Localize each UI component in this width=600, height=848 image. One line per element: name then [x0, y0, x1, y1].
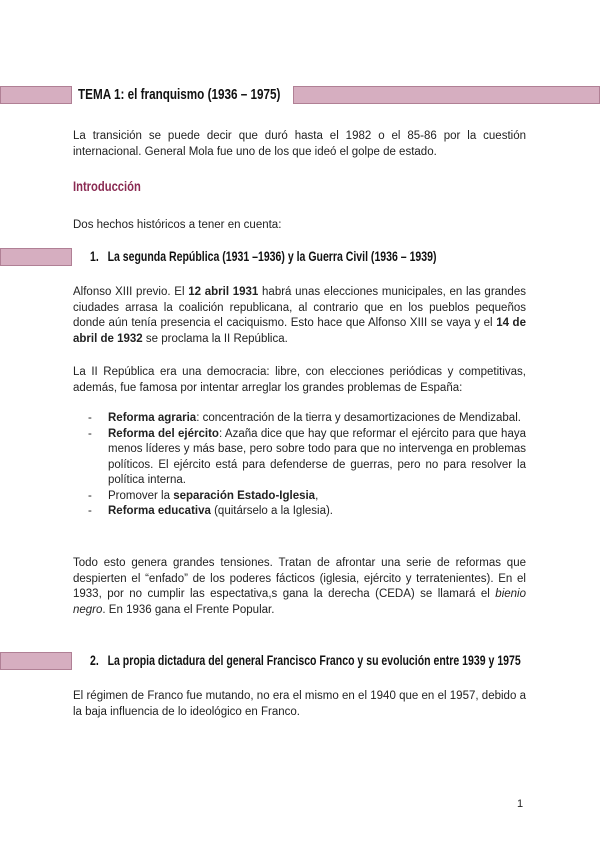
- subheading-1-bar: [0, 248, 72, 266]
- section-heading-introduccion: Introducción: [73, 178, 141, 194]
- subheading-2-bar: [0, 652, 72, 670]
- reform-title: Reforma educativa: [108, 505, 211, 517]
- list-item: [88, 489, 526, 505]
- reform-title: separación Estado-Iglesia: [173, 489, 316, 502]
- reform-title: Reforma del ejército: [108, 427, 219, 440]
- list-item: [88, 411, 526, 427]
- list-item: [88, 427, 526, 489]
- paragraph-regimen: El régimen de Franco fue mutando, no era el mismo en el 1940 que en el 1957, debido a la baja influencia de lo ideológico en Franco.: [73, 690, 526, 718]
- p3-text-a: Todo esto genera grandes tensiones. Tratan de afrontar una serie de reformas que despierten el “enfado” de los poderes fácticos (iglesia, ejército y terratenientes). En el 1933, por no cumplir las espectativa,s gana la derecha (CEDA) se llamará el: [73, 557, 526, 600]
- subheading-2: [90, 653, 521, 668]
- subheading-1-number: 1.: [90, 249, 99, 264]
- page-title: TEMA 1: el franquismo (1936 – 1975): [78, 86, 281, 103]
- reform-text: (quitárselo a la Iglesia).: [210, 505, 333, 517]
- reform-text: : Azaña dice que hay que reformar el ejército para que haya menos líderes y más base, pero sobre todo para que no intervenga en problemas políticos. El ejército está para defenderse de guerras, pero no para resolver la política interna.: [108, 427, 526, 486]
- title-bar-left: [0, 86, 72, 104]
- p1-text-c: habrá unas elecciones municipales, en las grandes ciudades arrasa la coalición republicana, al contrario que en los pueblos pequeños donde aún tenía presencia el caciquismo. Esto hace que Alfonso XIII se vaya y el: [73, 286, 526, 329]
- paragraph-alfonso: [73, 285, 526, 347]
- subheading-2-number: 2.: [90, 653, 99, 668]
- subheading-1-text: La segunda República (1931 –1936) y la Guerra Civil (1936 – 1939): [107, 249, 437, 264]
- dash-bullet: -: [88, 412, 92, 424]
- p1-date-1: 12 abril 1931: [188, 286, 259, 298]
- reform-title: Reforma agraria: [108, 412, 197, 424]
- reform-text: : concentración de la tierra y desamortizaciones de Mendizabal.: [196, 412, 521, 424]
- reforms-list: [88, 411, 526, 520]
- reform-pre: Promover la: [108, 489, 174, 502]
- intro-paragraph: La transición se puede decir que duró hasta el 1982 o el 85-86 por la cuestión internacional. General Mola fue uno de los que ideó el golpe de estado.: [73, 130, 526, 158]
- reform-text: ,: [315, 489, 319, 502]
- dash-bullet: -: [88, 505, 92, 517]
- p1-date-2: 14 de abril de 1932: [73, 317, 526, 345]
- list-item: [88, 504, 526, 520]
- paragraph-tensiones: [73, 556, 526, 618]
- hechos-line: Dos hechos históricos a tener en cuenta:: [73, 219, 282, 231]
- dash-bullet: -: [88, 489, 92, 502]
- p1-text-a: Alfonso XIII previo. El: [73, 286, 189, 298]
- title-bar-right: [293, 86, 600, 104]
- p3-text-b: . En 1936 gana el Frente Popular.: [102, 603, 275, 616]
- subheading-2-text: La propia dictadura del general Francisco Franco y su evolución entre 1939 y 1975: [107, 653, 521, 668]
- paragraph-republica: La II República era una democracia: libre, con elecciones periódicas y competitivas, además, fue famosa por intentar arreglar los grandes problemas de España:: [73, 366, 526, 394]
- page-number: 1: [517, 798, 524, 810]
- subheading-1: [90, 249, 437, 264]
- dash-bullet: -: [88, 427, 92, 440]
- p3-italic: bienio negro: [73, 588, 526, 616]
- p1-text-d: se proclama la II República.: [142, 332, 288, 345]
